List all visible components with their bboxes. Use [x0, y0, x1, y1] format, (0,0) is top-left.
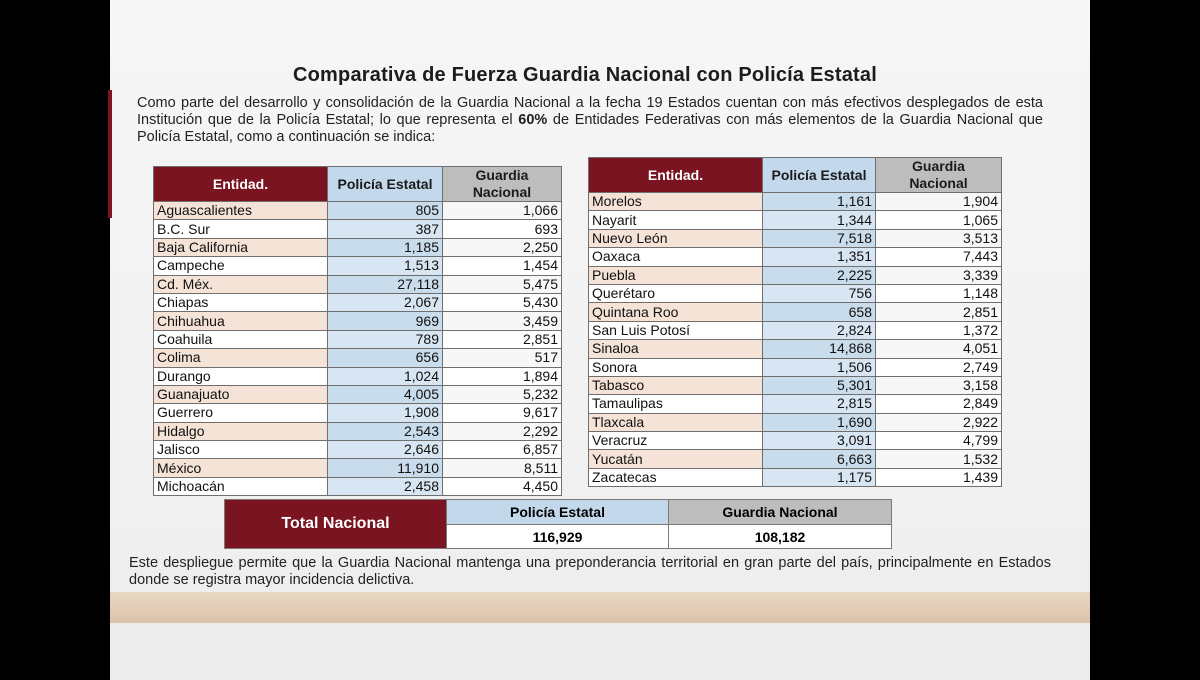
table-row [154, 367, 562, 385]
guardia-nacional-cell: 2,292 [443, 422, 562, 440]
table-row [154, 441, 562, 459]
guardia-nacional-cell: 5,430 [443, 293, 562, 311]
policia-estatal-cell: 2,824 [763, 321, 876, 339]
policia-estatal-cell: 1,351 [763, 248, 876, 266]
entidad-cell: B.C. Sur [154, 220, 328, 238]
table-row [154, 459, 562, 477]
entidad-cell: Morelos [589, 193, 763, 211]
policia-estatal-cell: 2,225 [763, 266, 876, 284]
entidad-cell: Jalisco [154, 441, 328, 459]
header-policia-estatal: Policía Estatal [763, 158, 876, 193]
guardia-nacional-cell: 2,922 [876, 413, 1002, 431]
table-row [589, 413, 1002, 431]
entidad-cell: Oaxaca [589, 248, 763, 266]
table-row [154, 330, 562, 348]
entidad-cell: Aguascalientes [154, 202, 328, 220]
guardia-nacional-cell: 3,513 [876, 229, 1002, 247]
table-row [589, 395, 1002, 413]
table-row [589, 211, 1002, 229]
table-row [154, 238, 562, 256]
entidad-cell: Colima [154, 349, 328, 367]
intro-text-before: Como parte del desarrollo y consolidación de la Guardia Nacional a la fecha 19 Estados cuentan con más efectivos desplegados de esta Institución que de la Policía Estatal; lo que representa el [137, 95, 1043, 128]
entidad-cell: Baja California [154, 238, 328, 256]
policia-estatal-cell: 11,910 [328, 459, 443, 477]
guardia-nacional-cell: 8,511 [443, 459, 562, 477]
entidad-cell: Durango [154, 367, 328, 385]
guardia-nacional-cell: 1,065 [876, 211, 1002, 229]
entidad-cell: México [154, 459, 328, 477]
right-comparison-table [588, 157, 1002, 487]
document-title: Comparativa de Fuerza Guardia Nacional con Policía Estatal [292, 64, 877, 86]
table-row [589, 340, 1002, 358]
guardia-nacional-cell: 2,851 [443, 330, 562, 348]
total-nacional-table [224, 499, 892, 549]
guardia-nacional-cell: 3,459 [443, 312, 562, 330]
policia-estatal-cell: 27,118 [328, 275, 443, 293]
margin-accent-bar [108, 90, 112, 218]
policia-estatal-cell: 4,005 [328, 385, 443, 403]
header-entidad: Entidad. [154, 167, 328, 202]
table-row [589, 321, 1002, 339]
table-row [154, 404, 562, 422]
guardia-nacional-cell: 1,372 [876, 321, 1002, 339]
policia-estatal-cell: 6,663 [763, 450, 876, 468]
table-row [154, 257, 562, 275]
table-row [589, 248, 1002, 266]
policia-estatal-cell: 387 [328, 220, 443, 238]
entidad-cell: Michoacán [154, 477, 328, 495]
table-row [154, 477, 562, 495]
policia-estatal-cell: 1,513 [328, 257, 443, 275]
guardia-nacional-cell: 4,799 [876, 432, 1002, 450]
policia-estatal-cell: 2,543 [328, 422, 443, 440]
guardia-nacional-cell: 6,857 [443, 441, 562, 459]
entidad-cell: Tabasco [589, 376, 763, 394]
table-row [589, 303, 1002, 321]
guardia-nacional-cell: 3,158 [876, 376, 1002, 394]
total-policia-header: Policía Estatal [447, 500, 669, 525]
entidad-cell: Nuevo León [589, 229, 763, 247]
table-row [589, 468, 1002, 486]
policia-estatal-cell: 2,067 [328, 293, 443, 311]
guardia-nacional-cell: 3,339 [876, 266, 1002, 284]
guardia-nacional-cell: 9,617 [443, 404, 562, 422]
guardia-nacional-cell: 1,532 [876, 450, 1002, 468]
guardia-nacional-cell: 1,904 [876, 193, 1002, 211]
entidad-cell: Cd. Méx. [154, 275, 328, 293]
policia-estatal-cell: 805 [328, 202, 443, 220]
policia-estatal-cell: 789 [328, 330, 443, 348]
guardia-nacional-cell: 517 [443, 349, 562, 367]
guardia-nacional-cell: 5,232 [443, 385, 562, 403]
guardia-nacional-cell: 4,450 [443, 477, 562, 495]
header-policia-estatal: Policía Estatal [328, 167, 443, 202]
policia-estatal-cell: 1,908 [328, 404, 443, 422]
entidad-cell: Guerrero [154, 404, 328, 422]
entidad-cell: Querétaro [589, 284, 763, 302]
table-row [589, 229, 1002, 247]
policia-estatal-cell: 756 [763, 284, 876, 302]
total-nacional-label: Total Nacional [225, 500, 447, 549]
table-row [154, 312, 562, 330]
entidad-cell: Campeche [154, 257, 328, 275]
policia-estatal-cell: 1,506 [763, 358, 876, 376]
policia-estatal-cell: 1,690 [763, 413, 876, 431]
entidad-cell: Tlaxcala [589, 413, 763, 431]
entidad-cell: Tamaulipas [589, 395, 763, 413]
policia-estatal-cell: 658 [763, 303, 876, 321]
entidad-cell: Coahuila [154, 330, 328, 348]
policia-estatal-cell: 14,868 [763, 340, 876, 358]
policia-estatal-cell: 2,458 [328, 477, 443, 495]
policia-estatal-cell: 1,185 [328, 238, 443, 256]
right-table-body [589, 193, 1002, 487]
table-row [154, 293, 562, 311]
policia-estatal-cell: 3,091 [763, 432, 876, 450]
table-row [589, 193, 1002, 211]
guardia-nacional-cell: 4,051 [876, 340, 1002, 358]
entidad-cell: Puebla [589, 266, 763, 284]
guardia-nacional-cell: 693 [443, 220, 562, 238]
closing-paragraph: Este despliegue permite que la Guardia Nacional mantenga una preponderancia territorial en gran parte del país, principalmente en Estados donde se registra mayor incidencia delictiva. [129, 555, 1051, 588]
entidad-cell: Chihuahua [154, 312, 328, 330]
intro-paragraph [137, 95, 1043, 146]
policia-estatal-cell: 2,646 [328, 441, 443, 459]
entidad-cell: Nayarit [589, 211, 763, 229]
table-row [589, 266, 1002, 284]
footer-decorative-band [110, 592, 1090, 623]
entidad-cell: Chiapas [154, 293, 328, 311]
policia-estatal-cell: 5,301 [763, 376, 876, 394]
table-row [589, 432, 1002, 450]
total-guardia-header: Guardia Nacional [669, 500, 892, 525]
guardia-nacional-cell: 1,454 [443, 257, 562, 275]
guardia-nacional-cell: 2,849 [876, 395, 1002, 413]
guardia-nacional-cell: 1,894 [443, 367, 562, 385]
table-row [589, 358, 1002, 376]
intro-highlight-percent: 60% [518, 112, 548, 128]
intro-text-after: de Entidades Federativas con más elementos de la Guardia Nacional que Policía Estatal, como a continuación se indica: [137, 112, 1043, 145]
entidad-cell: Hidalgo [154, 422, 328, 440]
guardia-nacional-cell: 2,749 [876, 358, 1002, 376]
entidad-cell: Guanajuato [154, 385, 328, 403]
total-policia-value: 116,929 [447, 525, 669, 549]
entidad-cell: Veracruz [589, 432, 763, 450]
entidad-cell: Yucatán [589, 450, 763, 468]
policia-estatal-cell: 1,175 [763, 468, 876, 486]
guardia-nacional-cell: 1,148 [876, 284, 1002, 302]
policia-estatal-cell: 7,518 [763, 229, 876, 247]
table-row [589, 450, 1002, 468]
left-table-body [154, 202, 562, 496]
guardia-nacional-cell: 7,443 [876, 248, 1002, 266]
entidad-cell: Sinaloa [589, 340, 763, 358]
guardia-nacional-cell: 1,439 [876, 468, 1002, 486]
table-row [154, 385, 562, 403]
policia-estatal-cell: 2,815 [763, 395, 876, 413]
table-row [154, 220, 562, 238]
guardia-nacional-cell: 2,250 [443, 238, 562, 256]
policia-estatal-cell: 1,161 [763, 193, 876, 211]
left-comparison-table [153, 166, 562, 496]
total-guardia-value: 108,182 [669, 525, 892, 549]
table-row [154, 422, 562, 440]
table-row [154, 275, 562, 293]
policia-estatal-cell: 1,024 [328, 367, 443, 385]
guardia-nacional-cell: 1,066 [443, 202, 562, 220]
entidad-cell: Quintana Roo [589, 303, 763, 321]
entidad-cell: Zacatecas [589, 468, 763, 486]
header-guardia-nacional: Guardia Nacional [876, 158, 1002, 193]
header-guardia-nacional: Guardia Nacional [443, 167, 562, 202]
table-row [589, 284, 1002, 302]
header-entidad: Entidad. [589, 158, 763, 193]
table-row [154, 202, 562, 220]
policia-estatal-cell: 1,344 [763, 211, 876, 229]
guardia-nacional-cell: 5,475 [443, 275, 562, 293]
guardia-nacional-cell: 2,851 [876, 303, 1002, 321]
policia-estatal-cell: 656 [328, 349, 443, 367]
entidad-cell: San Luis Potosí [589, 321, 763, 339]
policia-estatal-cell: 969 [328, 312, 443, 330]
entidad-cell: Sonora [589, 358, 763, 376]
table-row [154, 349, 562, 367]
table-row [589, 376, 1002, 394]
